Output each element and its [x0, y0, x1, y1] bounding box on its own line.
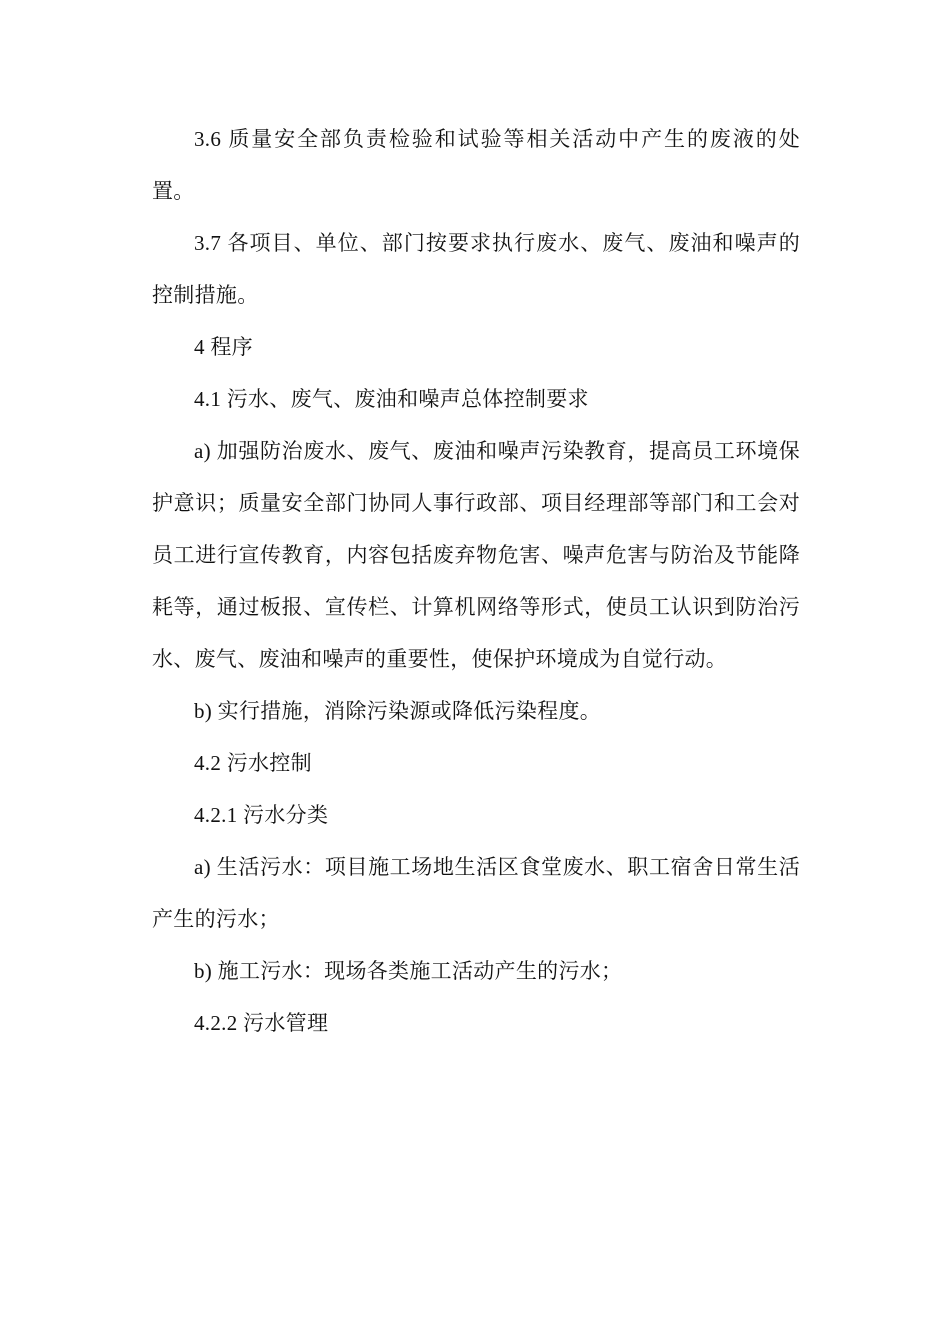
paragraph-4-2-1-b: b) 施工污水：现场各类施工活动产生的污水； — [194, 959, 623, 983]
document-body — [152, 113, 800, 1049]
paragraph-3-6: 3.6 质量安全部负责检验和试验等相关活动中产生的废液的处置。 — [152, 127, 800, 203]
paragraph-4-1-a: a) 加强防治废水、废气、废油和噪声污染教育，提高员工环境保护意识；质量安全部门协同人事行政部、项目经理部等部门和工会对员工进行宣传教育，内容包括废弃物危害、噪声危害与防治及节能降耗等，通过板报、宣传栏、计算机网络等形式，使员工认识到防治污水、废气、废油和噪声的重要性，使保护环境成为自觉行动。 — [152, 439, 800, 671]
section-heading-4-2-2: 4.2.2 污水管理 — [194, 1011, 329, 1035]
section-heading-4-1: 4.1 污水、废气、废油和噪声总体控制要求 — [194, 387, 589, 411]
section-heading-4: 4 程序 — [194, 335, 253, 359]
paragraph-3-7: 3.7 各项目、单位、部门按要求执行废水、废气、废油和噪声的控制措施。 — [152, 231, 800, 307]
paragraph-4-2-1-a: a) 生活污水：项目施工场地生活区食堂废水、职工宿舍日常生活产生的污水； — [152, 855, 800, 931]
section-heading-4-2-1: 4.2.1 污水分类 — [194, 803, 329, 827]
paragraph-4-1-b: b) 实行措施，消除污染源或降低污染程度。 — [194, 699, 602, 723]
section-heading-4-2: 4.2 污水控制 — [194, 751, 312, 775]
